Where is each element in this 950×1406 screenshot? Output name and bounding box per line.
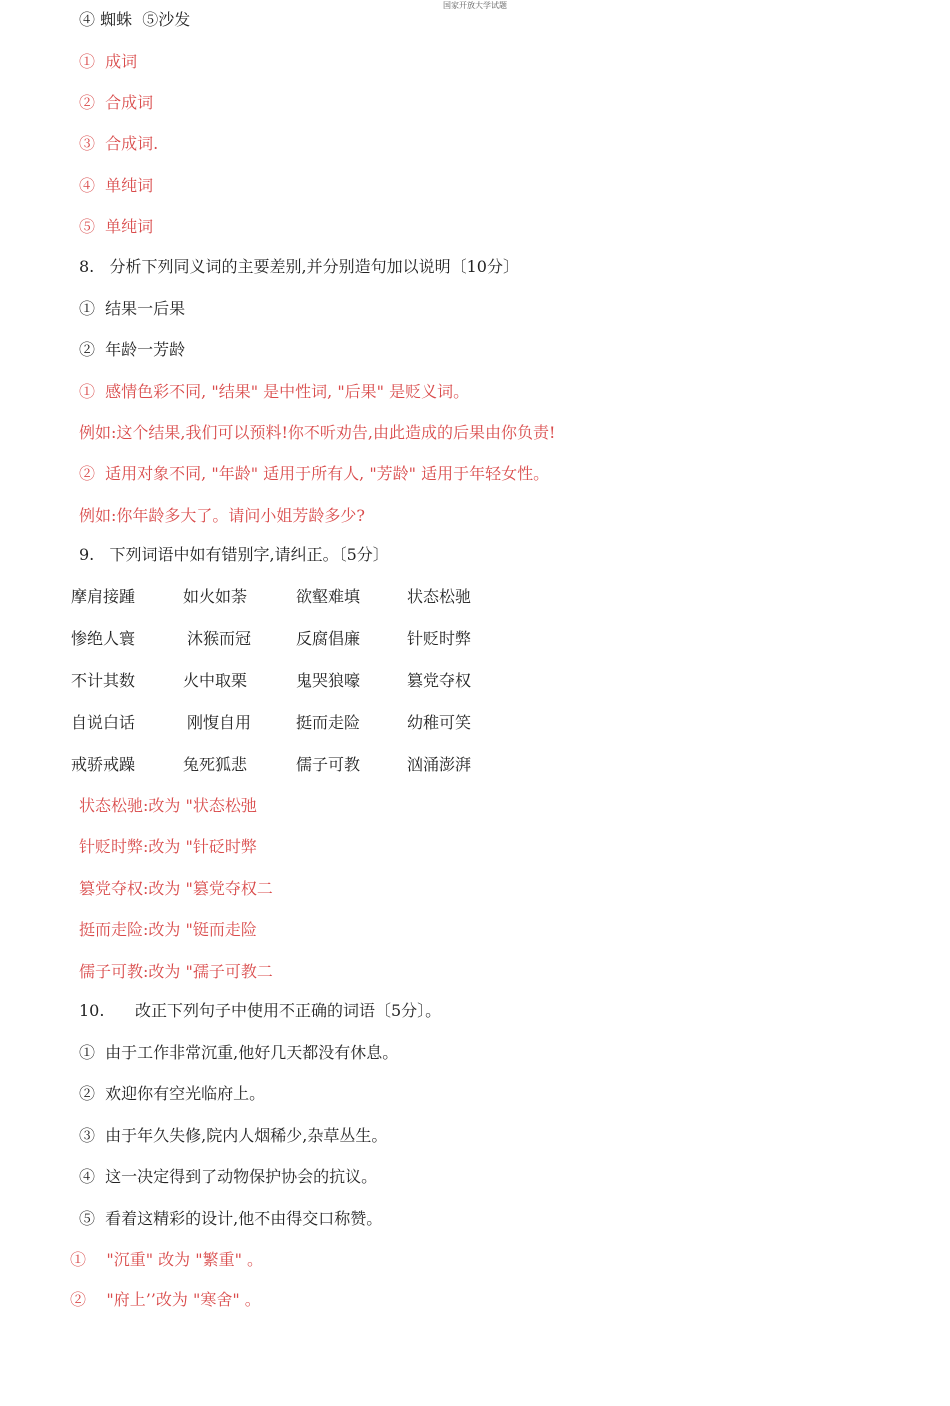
- grid-word: 沐猴而冠: [187, 629, 252, 648]
- question-item: ⑤ 看着这精彩的设计,他不由得交口称赞。: [79, 1209, 383, 1228]
- question-10-title: 10. 改正下列句子中使用不正确的词语〔5分〕。: [79, 1001, 442, 1020]
- answer-line: ⑤ 单纯词: [79, 217, 154, 236]
- answer-line: ① 感情色彩不同, "结果" 是中性词, "后果" 是贬义词。: [79, 382, 470, 401]
- question-item: ③ 由于年久失修,院内人烟稀少,杂草丛生。: [79, 1126, 388, 1145]
- grid-word: 火中取栗: [183, 671, 248, 690]
- question-item: ④ 这一决定得到了动物保护协会的抗议。: [79, 1167, 378, 1186]
- grid-word: 汹涌澎湃: [407, 755, 472, 774]
- answer-line: ② 适用对象不同, "年龄" 适用于所有人, "芳龄" 适用于年轻女性。: [79, 464, 550, 483]
- grid-word: 状态松驰: [407, 587, 472, 606]
- answer-line: ② "府上’’改为 "寒舍" 。: [70, 1290, 261, 1309]
- question-8-title: 8. 分析下列同义词的主要差别,并分别造句加以说明〔10分〕: [79, 257, 519, 276]
- answer-line: ④ 单纯词: [79, 176, 154, 195]
- grid-word: 惨绝人寰: [71, 629, 136, 648]
- grid-word: 幼稚可笑: [407, 713, 472, 732]
- answer-line: ① 成词: [79, 52, 138, 71]
- grid-word: 自说白话: [71, 713, 136, 732]
- correction-line: 儒子可教:改为 "孺子可教二: [79, 962, 273, 981]
- answer-line: ① "沉重" 改为 "繁重" 。: [70, 1250, 264, 1269]
- grid-word: 兔死狐悲: [183, 755, 248, 774]
- grid-word: 欲壑难填: [296, 587, 361, 606]
- grid-word: 戒骄戒躁: [71, 755, 136, 774]
- question-9-title: 9. 下列词语中如有错别字,请纠正。〔5分〕: [79, 545, 389, 564]
- answer-line: 例如:你年龄多大了。请问小姐芳龄多少?: [79, 506, 365, 525]
- grid-word: 篡党夺权: [407, 671, 472, 690]
- correction-line: 针贬时弊:改为 "针砭时弊: [79, 837, 257, 856]
- grid-word: 儒子可教: [296, 755, 361, 774]
- correction-line: 挺而走险:改为 "铤而走险: [79, 920, 257, 939]
- question-item: ② 年龄一芳龄: [79, 340, 186, 359]
- question-item: ② 欢迎你有空光临府上。: [79, 1084, 266, 1103]
- answer-line: ② 合成词: [79, 93, 154, 112]
- text-line: ④ 蜘蛛 ⑤沙发: [79, 10, 191, 29]
- grid-word: 针贬时弊: [407, 629, 472, 648]
- correction-line: 篡党夺权:改为 "篡党夺权二: [79, 879, 273, 898]
- grid-word: 挺而走险: [296, 713, 361, 732]
- grid-word: 鬼哭狼嚎: [296, 671, 361, 690]
- question-item: ① 结果一后果: [79, 299, 186, 318]
- grid-word: 反腐倡廉: [296, 629, 361, 648]
- grid-word: 刚愎自用: [187, 713, 252, 732]
- answer-line: ③ 合成词.: [79, 134, 159, 153]
- answer-line: 例如:这个结果,我们可以预料!你不听劝告,由此造成的后果由你负责!: [79, 423, 556, 442]
- grid-word: 不计其数: [71, 671, 136, 690]
- page-header: 国家开放大学试题: [443, 1, 507, 10]
- grid-word: 如火如荼: [183, 587, 248, 606]
- correction-line: 状态松驰:改为 "状态松弛: [79, 796, 257, 815]
- grid-word: 摩肩接踵: [71, 587, 136, 606]
- question-item: ① 由于工作非常沉重,他好几天都没有休息。: [79, 1043, 399, 1062]
